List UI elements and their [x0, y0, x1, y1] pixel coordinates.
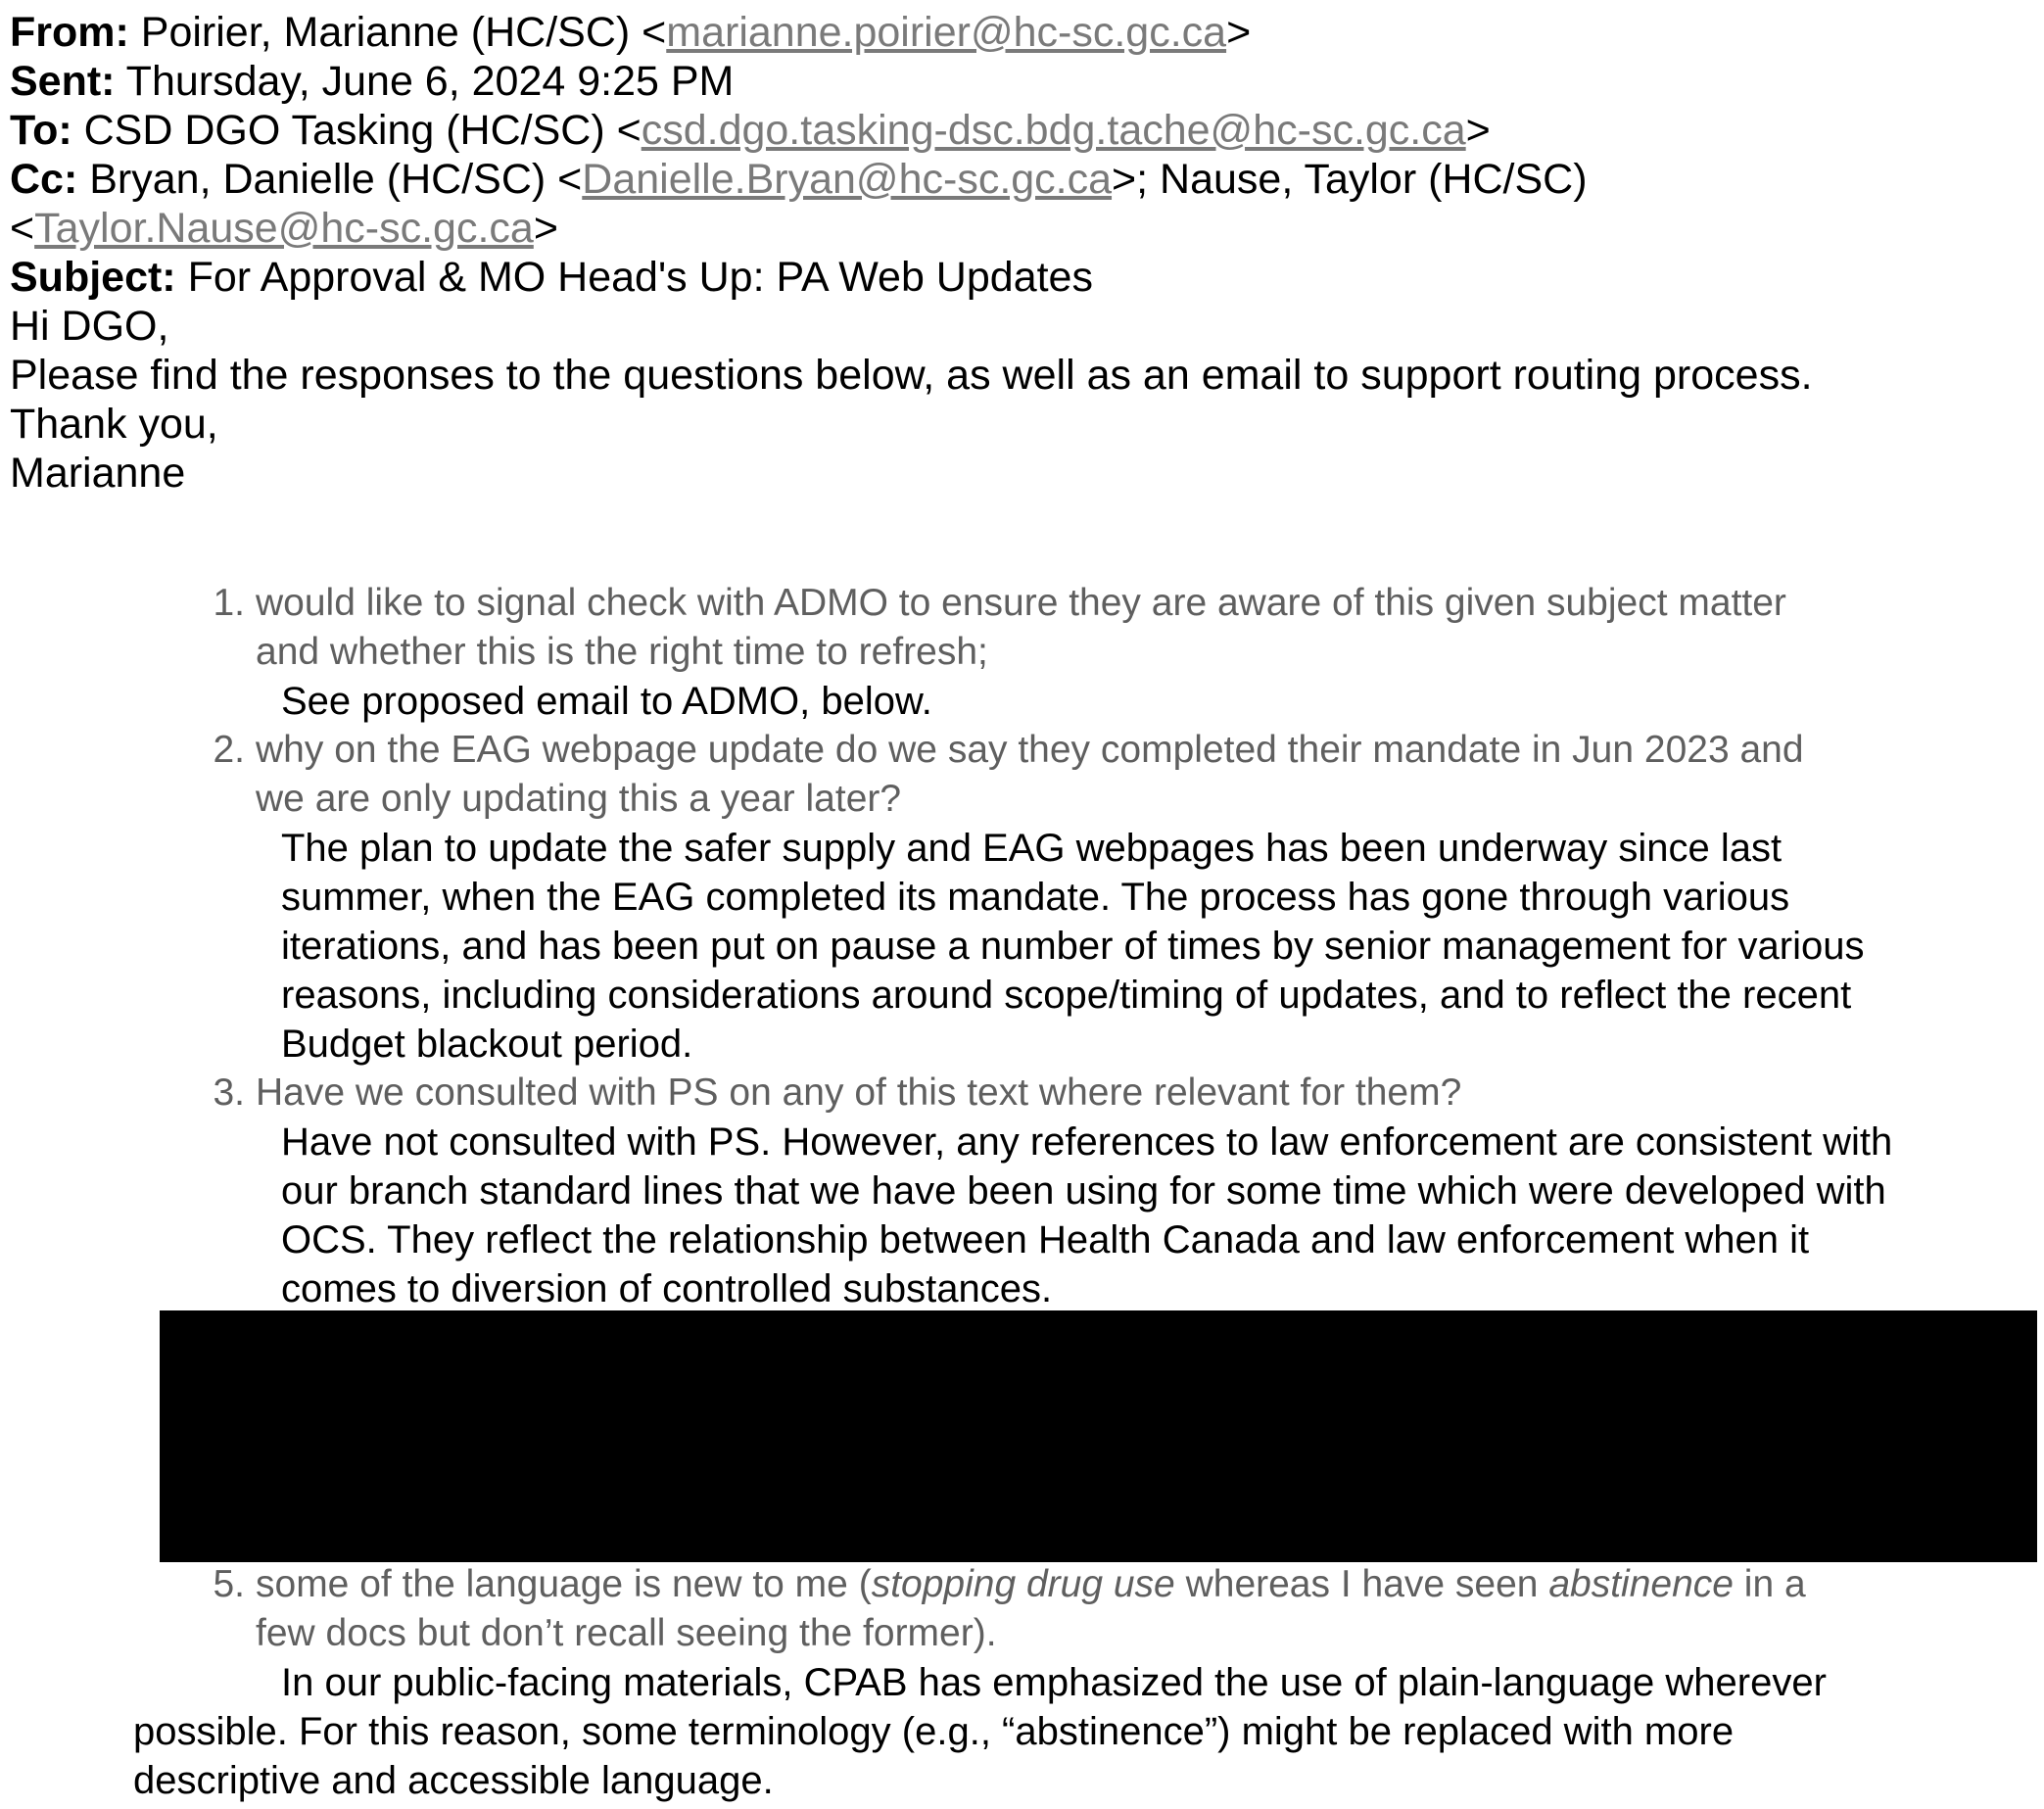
subject-label: Subject:	[10, 254, 176, 301]
from-email-link[interactable]: marianne.poirier@hc-sc.gc.ca	[666, 9, 1227, 56]
a3-line-2: our branch standard lines that we have been using for some time which were developed with	[281, 1169, 1886, 1213]
cc-close-2: >	[533, 205, 558, 252]
cc-line-2	[10, 204, 558, 253]
cc-name-1: Bryan, Danielle (HC/SC) <	[89, 156, 583, 203]
a5-line-2: possible. For this reason, some terminology (e.g., “abstinence”) might be replaced with more	[133, 1710, 1735, 1753]
to-name: CSD DGO Tasking (HC/SC) <	[83, 107, 642, 154]
a5-line-1: In our public-facing materials, CPAB has emphasized the use of plain-language wherever	[281, 1661, 1827, 1704]
cc-email-link-2[interactable]: Taylor.Nause@hc-sc.gc.ca	[34, 205, 534, 252]
cc-email-link-1[interactable]: Danielle.Bryan@hc-sc.gc.ca	[582, 156, 1113, 203]
q1-line-1: would like to signal check with ADMO to ensure they are aware of this given subject matter	[256, 582, 1786, 624]
from-line	[10, 8, 1251, 57]
a1-line-1: See proposed email to ADMO, below.	[281, 680, 932, 723]
to-close: >	[1465, 107, 1491, 154]
q5-line-1	[256, 1560, 1806, 1609]
to-line	[10, 106, 1491, 155]
to-label: To:	[10, 107, 72, 154]
q1-number: 1.	[213, 582, 245, 624]
signature: Marianne	[10, 450, 186, 497]
q5-text-a: some of the language is new to me (	[256, 1563, 872, 1605]
cc-mid: >; Nause, Taylor (HC/SC)	[1112, 156, 1588, 203]
sent-label: Sent:	[10, 58, 116, 105]
a3-line-3: OCS. They reflect the relationship between Health Canada and law enforcement when it	[281, 1218, 1810, 1262]
q5-emphasis-2: abstinence	[1548, 1563, 1734, 1605]
subject-value: For Approval & MO Head's Up: PA Web Updates	[187, 254, 1093, 301]
q2-number: 2.	[213, 729, 245, 771]
cc-open-2: <	[10, 205, 35, 252]
greeting: Hi DGO,	[10, 303, 169, 350]
q2-line-1: why on the EAG webpage update do we say they completed their mandate in Jun 2023 and	[256, 729, 1804, 771]
from-label: From:	[10, 9, 129, 56]
thanks-text: Thank you,	[10, 401, 218, 448]
to-email-link[interactable]: csd.dgo.tasking-dsc.bdg.tache@hc-sc.gc.ca	[641, 107, 1466, 154]
q5-emphasis-1: stopping drug use	[871, 1563, 1175, 1605]
cc-line	[10, 155, 1588, 204]
q5-text-b: whereas I have seen	[1174, 1563, 1549, 1605]
subject-line	[10, 253, 1093, 302]
q2-line-2: we are only updating this a year later?	[256, 778, 902, 820]
intro-text: Please find the responses to the questions below, as well as an email to support routing process.	[10, 352, 1813, 399]
from-close: >	[1226, 9, 1252, 56]
q5-text-c: in a	[1733, 1563, 1806, 1605]
a2-line-5: Budget blackout period.	[281, 1023, 693, 1066]
redaction-block	[160, 1310, 2037, 1562]
q5-line-2: few docs but don’t recall seeing the former).	[256, 1612, 997, 1654]
a2-line-2: summer, when the EAG completed its mandate. The process has gone through various	[281, 876, 1790, 919]
a2-line-4: reasons, including considerations around scope/timing of updates, and to reflect the recent	[281, 974, 1852, 1017]
from-name: Poirier, Marianne (HC/SC) <	[140, 9, 667, 56]
a2-line-3: iterations, and has been put on pause a number of times by senior management for various	[281, 925, 1865, 968]
q3-number: 3.	[213, 1071, 245, 1114]
q5-number: 5.	[213, 1563, 245, 1605]
a3-line-4: comes to diversion of controlled substances.	[281, 1267, 1053, 1310]
q1-line-2: and whether this is the right time to refresh;	[256, 631, 988, 673]
a5-line-3: descriptive and accessible language.	[133, 1759, 774, 1802]
cc-label: Cc:	[10, 156, 78, 203]
a2-line-1: The plan to update the safer supply and EAG webpages has been underway since last	[281, 827, 1783, 870]
sent-value: Thursday, June 6, 2024 9:25 PM	[125, 58, 735, 105]
q3-line-1: Have we consulted with PS on any of this text where relevant for them?	[256, 1071, 1462, 1114]
a3-line-1: Have not consulted with PS. However, any references to law enforcement are consistent with	[281, 1120, 1893, 1164]
sent-line	[10, 57, 734, 106]
